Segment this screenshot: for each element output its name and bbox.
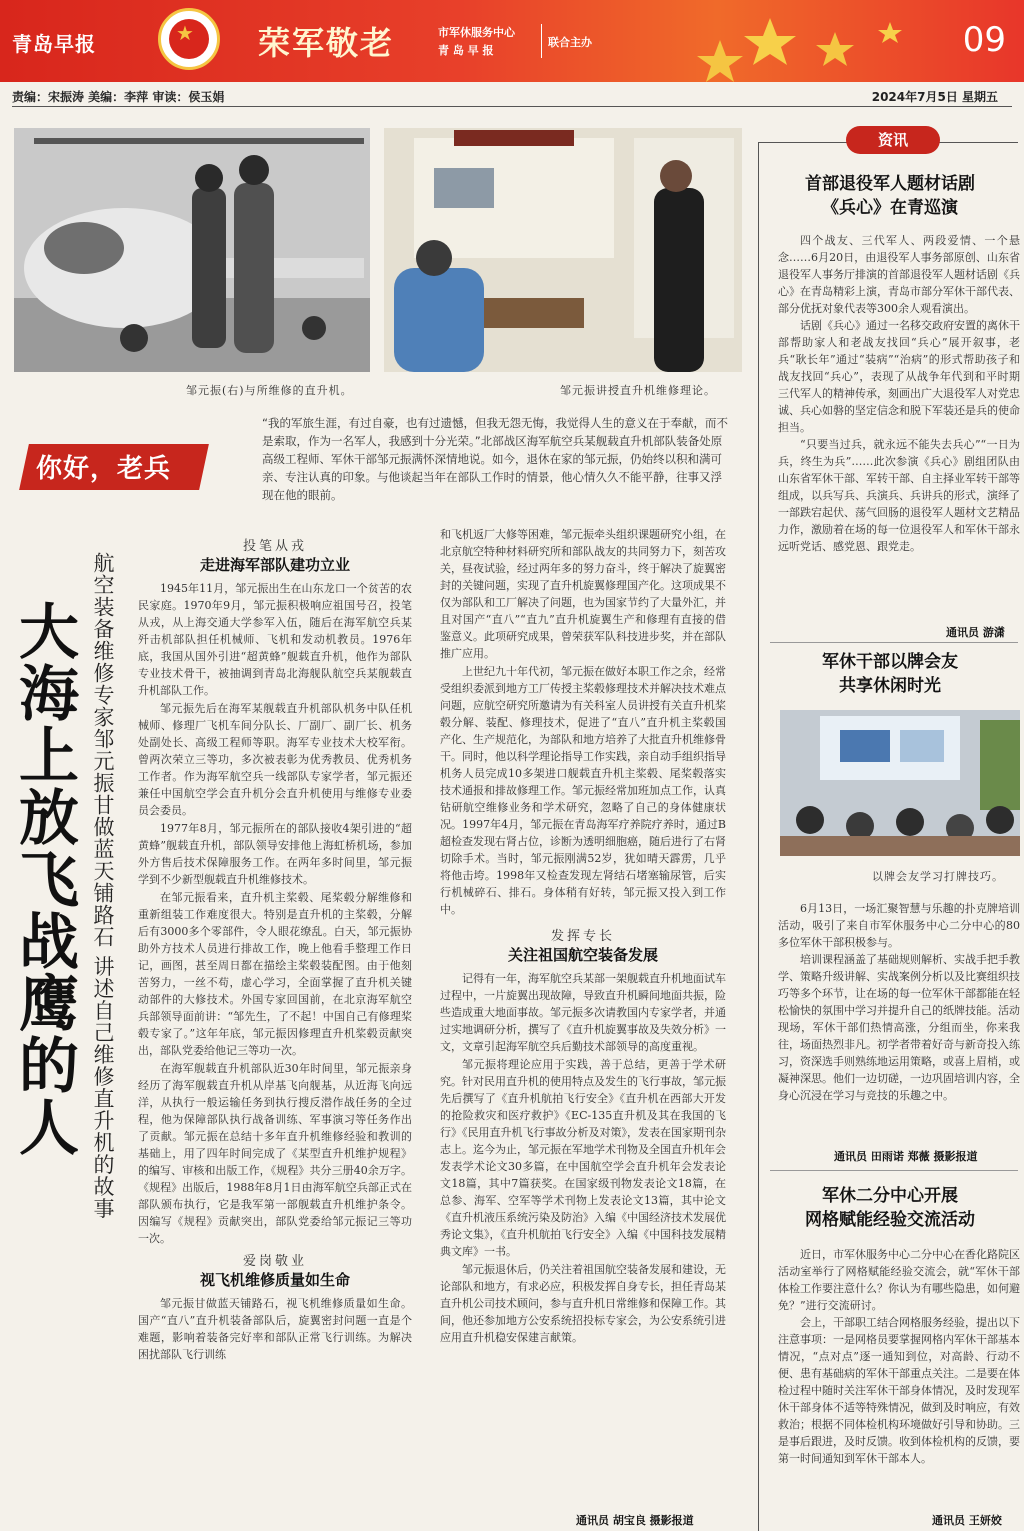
- paragraph: 邹元振退休后，仍关注着祖国航空装备发展和建设，无论部队和地方，有求必应，积极发挥自身专长，担任青岛某直升机公司技术顾问，参与直升机日常维修和保障工作。其间，他还参加地方公安系统招投标专家会，为公安系统引进应用直升机稳安保建言献策。: [440, 1263, 726, 1344]
- stars-decoration-icon: [660, 0, 940, 82]
- paragraph: 1945年11月，邹元振出生在山东龙口一个贫苦的农民家庭。1970年9月，邹元振积极响应祖国号召，投笔从戎，从上海交通大学参军入伍，随后在海军航空兵某歼击机部队担任机械师、飞机和发动机教员。1976年底，我国从国外引进“超黄蜂”舰载直升机，他作为部队专业技术骨干，被抽调到青岛北海舰队航空兵某舰载直升机部队工作。: [138, 582, 412, 697]
- editor-credits: 责编：宋振涛 美编：李萍 审读：侯玉娟: [12, 90, 225, 104]
- paragraph: 上世纪九十年代初，邹元振在做好本职工作之余，经常受组织委派到地方工厂传授主桨毂修理技术并解决技术难点问题，应航空研究所邀请为有关科室人员讲授有关直升机桨毂分解、装配、修理技术，促进了“直八”直升机主桨毂国产化、生产规范化，为部队和地方培养了大批直升机维修骨干。同时，他以科学理论指导工作实践，亲自动手组织指导机务人员完成10多架进口舰载直升机主桨毂、尾桨毂落实技术通报和排故修理工作。邹元振经常加班加点工作，认真钻研航空维修业务和学术研究，忽略了自己的身体健康状况。1997年4月，邹元振在青岛海军疗养院疗养时，通过B超检查发现右肾占位，诊断为透明细胞癌，随后进行了右肾切除手术。当时，邹元振刚满52岁，犹如晴天霹雳，几乎将他击垮。1998年又检查发现左肾结石堵塞输尿管，后实行机械碎石、排石。身体稍有好转，邹元振又投入到工作中。: [440, 665, 726, 916]
- classroom-image: [384, 128, 742, 372]
- news-1-body: [778, 232, 1020, 555]
- photo-caption-1: 邹元振(右)与所维修的直升机。: [186, 384, 353, 397]
- news-divider: [770, 1170, 1018, 1171]
- news-2-title: 军休干部以牌会友 共享休闲时光: [822, 652, 958, 696]
- paragraph: 四个战友、三代军人、两段爱情、一个悬念……6月20日，由退役军人事务部原创、山东省退役军人事务厅排演的首部退役军人题材话剧《兵心》在青岛精彩上演，青岛市部分军休干部代表、部分优抚对象代表等300余人观看演出。: [778, 234, 1020, 315]
- paragraph: 邹元振甘做蓝天铺路石，视飞机维修质量如生命。国产“直八”直升机装备部队后，旋翼密封问题一直是个难题，影响着装备完好率和部队正常飞行训练。为解决困扰部队飞行训练: [138, 1297, 412, 1361]
- card-training-image: [780, 710, 1020, 856]
- paragraph: 近日，市军休服务中心二分中心在香化路院区活动室举行了网格赋能经验交流会，就“军休干部体检工作要注意什么？你认为有哪些隐患，如何避免？”进行交流研讨。: [778, 1248, 1020, 1312]
- article-subheadline: 航空装备维修专家邹元振甘做蓝天铺路石 讲述自己维修直升机的故事: [91, 552, 115, 1220]
- paragraph: 话剧《兵心》通过一名移交政府安置的离休干部帮助家人和老战友找回“兵心”展开叙事，老兵“耿长年”通过“装病”“治病”的形式帮助孩子和战友找回“兵心”，表现了从战争年代到和平时期三代军人的精神传承，刻画出广大退役军人对党忠诚、兵心如磐的坚定信念和脱下军装还是兵的使命担当。: [778, 319, 1020, 434]
- newspaper-logo: 青岛早报: [12, 32, 96, 56]
- masthead-banner: [0, 0, 1024, 82]
- joint-host-label: 联合主办: [548, 36, 592, 49]
- news-3-title: 军休二分中心开展 网格赋能经验交流活动: [805, 1186, 975, 1230]
- article-intro: “我的军旅生涯，有过自豪，也有过遗憾，但我无怨无悔，我觉得人生的意义在于奉献，而不是索取，作为一名军人，我感到十分光荣。”北部战区海军航空兵某舰载直升机部队装备处原高级工程师、军休干部邹元振满怀深情地说。如今，退休在家的邹元振，仍始终以积和满可亲、专注认真的印象。与他谈起当年在部队工作时的情景，他心情久久不能平静，往事又浮现在他的眼前。: [262, 416, 728, 502]
- paragraph: 和飞机返厂大修等困难，邹元振牵头组织课题研究小组，在北京航空特种材料研究所和部队战友的共同努力下，刻苦攻关，昼夜试验，经过两年多的努力奋斗，终于解决了旋翼密封的关键问题，实现了直升机旋翼修理国产化。这项成果不仅为部队和工厂解决了问题，也为国家节约了大量外汇，并且对国产“直八”“直九”直升机旋翼生产和修理有直接的借鉴意义。此项研究成果，曾荣获军队科技进步奖，并在部队推广应用。: [440, 528, 726, 660]
- news-2-body: [778, 900, 1020, 1104]
- news-tag: 资讯: [846, 126, 940, 154]
- news-divider: [770, 642, 1018, 643]
- article-column-1: [138, 538, 412, 1364]
- photo-card-game: [780, 710, 1020, 856]
- paragraph: 在邹元振看来，直升机主桨毂、尾桨毂分解维修和重新组装工作难度很大。特别是直升机的主桨毂，分解后有3000多个零部件，令人眼花缭乱。白天，邹元振协助外方技术人员进行排故工作，晚上他看手整理工作日记，画图，甚至周日都在描绘主桨毂装配图。由于他刻苦努力，一丝不苟，虚心学习，全面掌握了直升机关键动部件的大修技术。外国专家回国前，在北京海军航空兵部领导面前讲：“邹先生，了不起！中国自己有修理桨毂专家了。”这年年底，邹元振因修理直升机桨毂贡献突出，部队党委给他记三等功一次。: [138, 891, 412, 1057]
- page-number: 09: [962, 20, 1006, 60]
- section-heading: 视飞机维修质量如生命: [199, 1271, 350, 1289]
- photo-caption-2: 邹元振讲授直升机维修理论。: [560, 384, 716, 397]
- paragraph: 记得有一年，海军航空兵某部一架舰载直升机地面试车过程中，一片旋翼出现故障，导致直升机瞬间地面共振，险些造成重大地面事故。邹元振多次请教国内专家学者，并通过实地调研分析，撰写了《直升机旋翼事故及失效分析》一文，文章引起海军航空兵后勤技术部领导的高度重视。: [440, 972, 726, 1053]
- news-1-title: 首部退役军人题材话剧 《兵心》在青巡演: [805, 174, 975, 218]
- header-rule: [12, 106, 1012, 107]
- photo-caption-3: 以牌会友学习打牌技巧。: [872, 870, 1004, 883]
- paragraph: 6月13日，一场汇聚智慧与乐趣的扑克牌培训活动，吸引了来自市军休服务中心二分中心的80多位军休干部积极参与。: [778, 902, 1020, 949]
- section-heading: 关注祖国航空装备发展: [507, 946, 658, 964]
- news-2-byline: 通讯员 田雨诺 郑薇 摄影报道: [834, 1150, 978, 1163]
- paragraph: 培训课程涵盖了基础规则解析、实战手把手教学、策略升级讲解、实战案例分析以及比赛组织技巧等多个环节，让在场的每一位军休干部都能在轻松愉快的氛围中学习并提升自己的纸牌技能。活动现场，军休干部们热情高涨，分组而坐，你来我往，场面热烈非凡。初学者带着好奇与新奇投入练习，资深选手则熟练地运用策略，或喜上眉梢，或凝神深思。他们一边切磋，一边巩固培训内容，全身心沉浸在学习与竞技的乐趣之中。: [778, 953, 1020, 1102]
- section-kicker: 发挥专长: [550, 929, 615, 944]
- organizer-divider: [541, 24, 542, 58]
- paragraph: 邹元振将理论应用于实践，善于总结，更善于学术研究。针对民用直升机的使用特点及发生的飞行事故，邹元振先后撰写了《直升机航拍飞行安全》《直升机在西部大开发的抢险救灾和医疗救护》《EC-135直升机及其在我国的飞行》《民用直升机飞行事故分析及对策》，发表在国家期刊杂志上。迄今为止，邹元振在军地学术刊物及全国直升机年会发表学术论文30多篇，在中国航空学会直升机年会发表论文18篇，其中7篇获奖。在国家级刊物发表论文18篇，在总参、海军、空军等学术刊物上发表论文13篇，其中论文《直升机液压系统污染及防治》入编《中国经济技术发展优秀论文集》，《直升机航拍飞行安全》入编《中国科技发展精典文库》一书。: [440, 1058, 726, 1258]
- paragraph: “只要当过兵，就永远不能失去兵心”“一日为兵，终生为兵”……此次参演《兵心》剧组团队由山东省军休干部、军转干部、自主择业军转干部等组成，以兵写兵、兵演兵、兵讲兵的形式，演绎了一部跌宕起伏、荡气回肠的退役军人题材文艺精品力作，激励着在场的每一位退役军人和军休干部永远听党话、感党恩、跟党走。: [778, 438, 1020, 553]
- paragraph: 邹元振先后在海军某舰载直升机部队机务中队任机械师、修理厂飞机车间分队长、厂副厂、副厂长、机务处副处长、高级工程师等职。海军专业技术大校军衔。曾两次荣立三等功，多次被表彰为优秀教员、优秀机务工作者。作为海军航空兵一线部队专家学者，邹元振还兼任中国航空学会直升机分会直升机使用与维修专业委员会委员。: [138, 702, 412, 817]
- organizer: 市军休服务中心 青 岛 早 报: [438, 26, 515, 57]
- news-3-byline: 通讯员 王妍姣: [932, 1514, 1002, 1527]
- section-title: 荣军敬老: [258, 24, 395, 62]
- article-headline: 大海上放飞战鹰的人: [9, 600, 79, 1158]
- paragraph: 会上，干部职工结合网格服务经验，提出以下注意事项：一是网格员要掌握网格内军休干部基本情况，“点对点”逐一通知到位，对高龄、行动不便、患有基础病的军休干部重点关注。二是要在体检过程中随时关注军休干部身体情况，及时发现军休干部身体不适等特殊情况，做到及时响应，有效救治；根据不同体检机构环境做好引导和协助。三是事后跟进，及时反馈。收到体检机构的反馈，要第一时间通知到军休干部本人。: [778, 1316, 1020, 1465]
- photo-helicopter: [14, 128, 370, 372]
- helicopter-image: [14, 128, 370, 372]
- news-3-body: [778, 1246, 1020, 1467]
- column-tag: 你好，老兵: [24, 436, 260, 492]
- paragraph: 在海军舰载直升机部队近30年时间里，邹元振亲身经历了海军舰载直升机从岸基飞向舰基，从近海飞向远洋，从执行一般运输任务到执行搜反潜作战任务的全过程，他为保障部队执行战备训练、军事演习等任务作出了贡献。邹元振在总结十多年直升机维修经验和教训的基础上，用了四年时间完成了《某型直升机维护规程》的编写、审核和出版工作，《规程》共分三册40余万字。《规程》出版后，1988年8月1日由海军航空兵部正式在部队颁布执行，它是我军第一部舰载直升机维护条令。因编写《规程》贡献突出，部队党委给邹元振记三等功一次。: [138, 1062, 412, 1245]
- news-1-byline: 通讯员 游潇: [946, 626, 1005, 639]
- article-column-2: [440, 526, 726, 1347]
- section-kicker: 投笔从戎: [242, 539, 307, 554]
- paragraph: 1977年8月，邹元振所在的部队接收4架引进的“超黄蜂”舰载直升机，部队领导安排他上海虹桥机场，参加外方售后技术保障服务工作。在两年多时间里，邹元振学到不少新型舰载直升机维修技术。: [138, 822, 412, 886]
- article-byline: 通讯员 胡宝良 摄影报道: [576, 1514, 694, 1527]
- star-icon: ★: [176, 21, 194, 45]
- photo-lecture: [384, 128, 742, 372]
- emblem-icon: [158, 8, 220, 70]
- section-kicker: 爱岗敬业: [242, 1254, 307, 1269]
- issue-date: 2024年7月5日 星期五: [871, 90, 998, 104]
- section-heading: 走进海军部队建功立业: [199, 556, 350, 574]
